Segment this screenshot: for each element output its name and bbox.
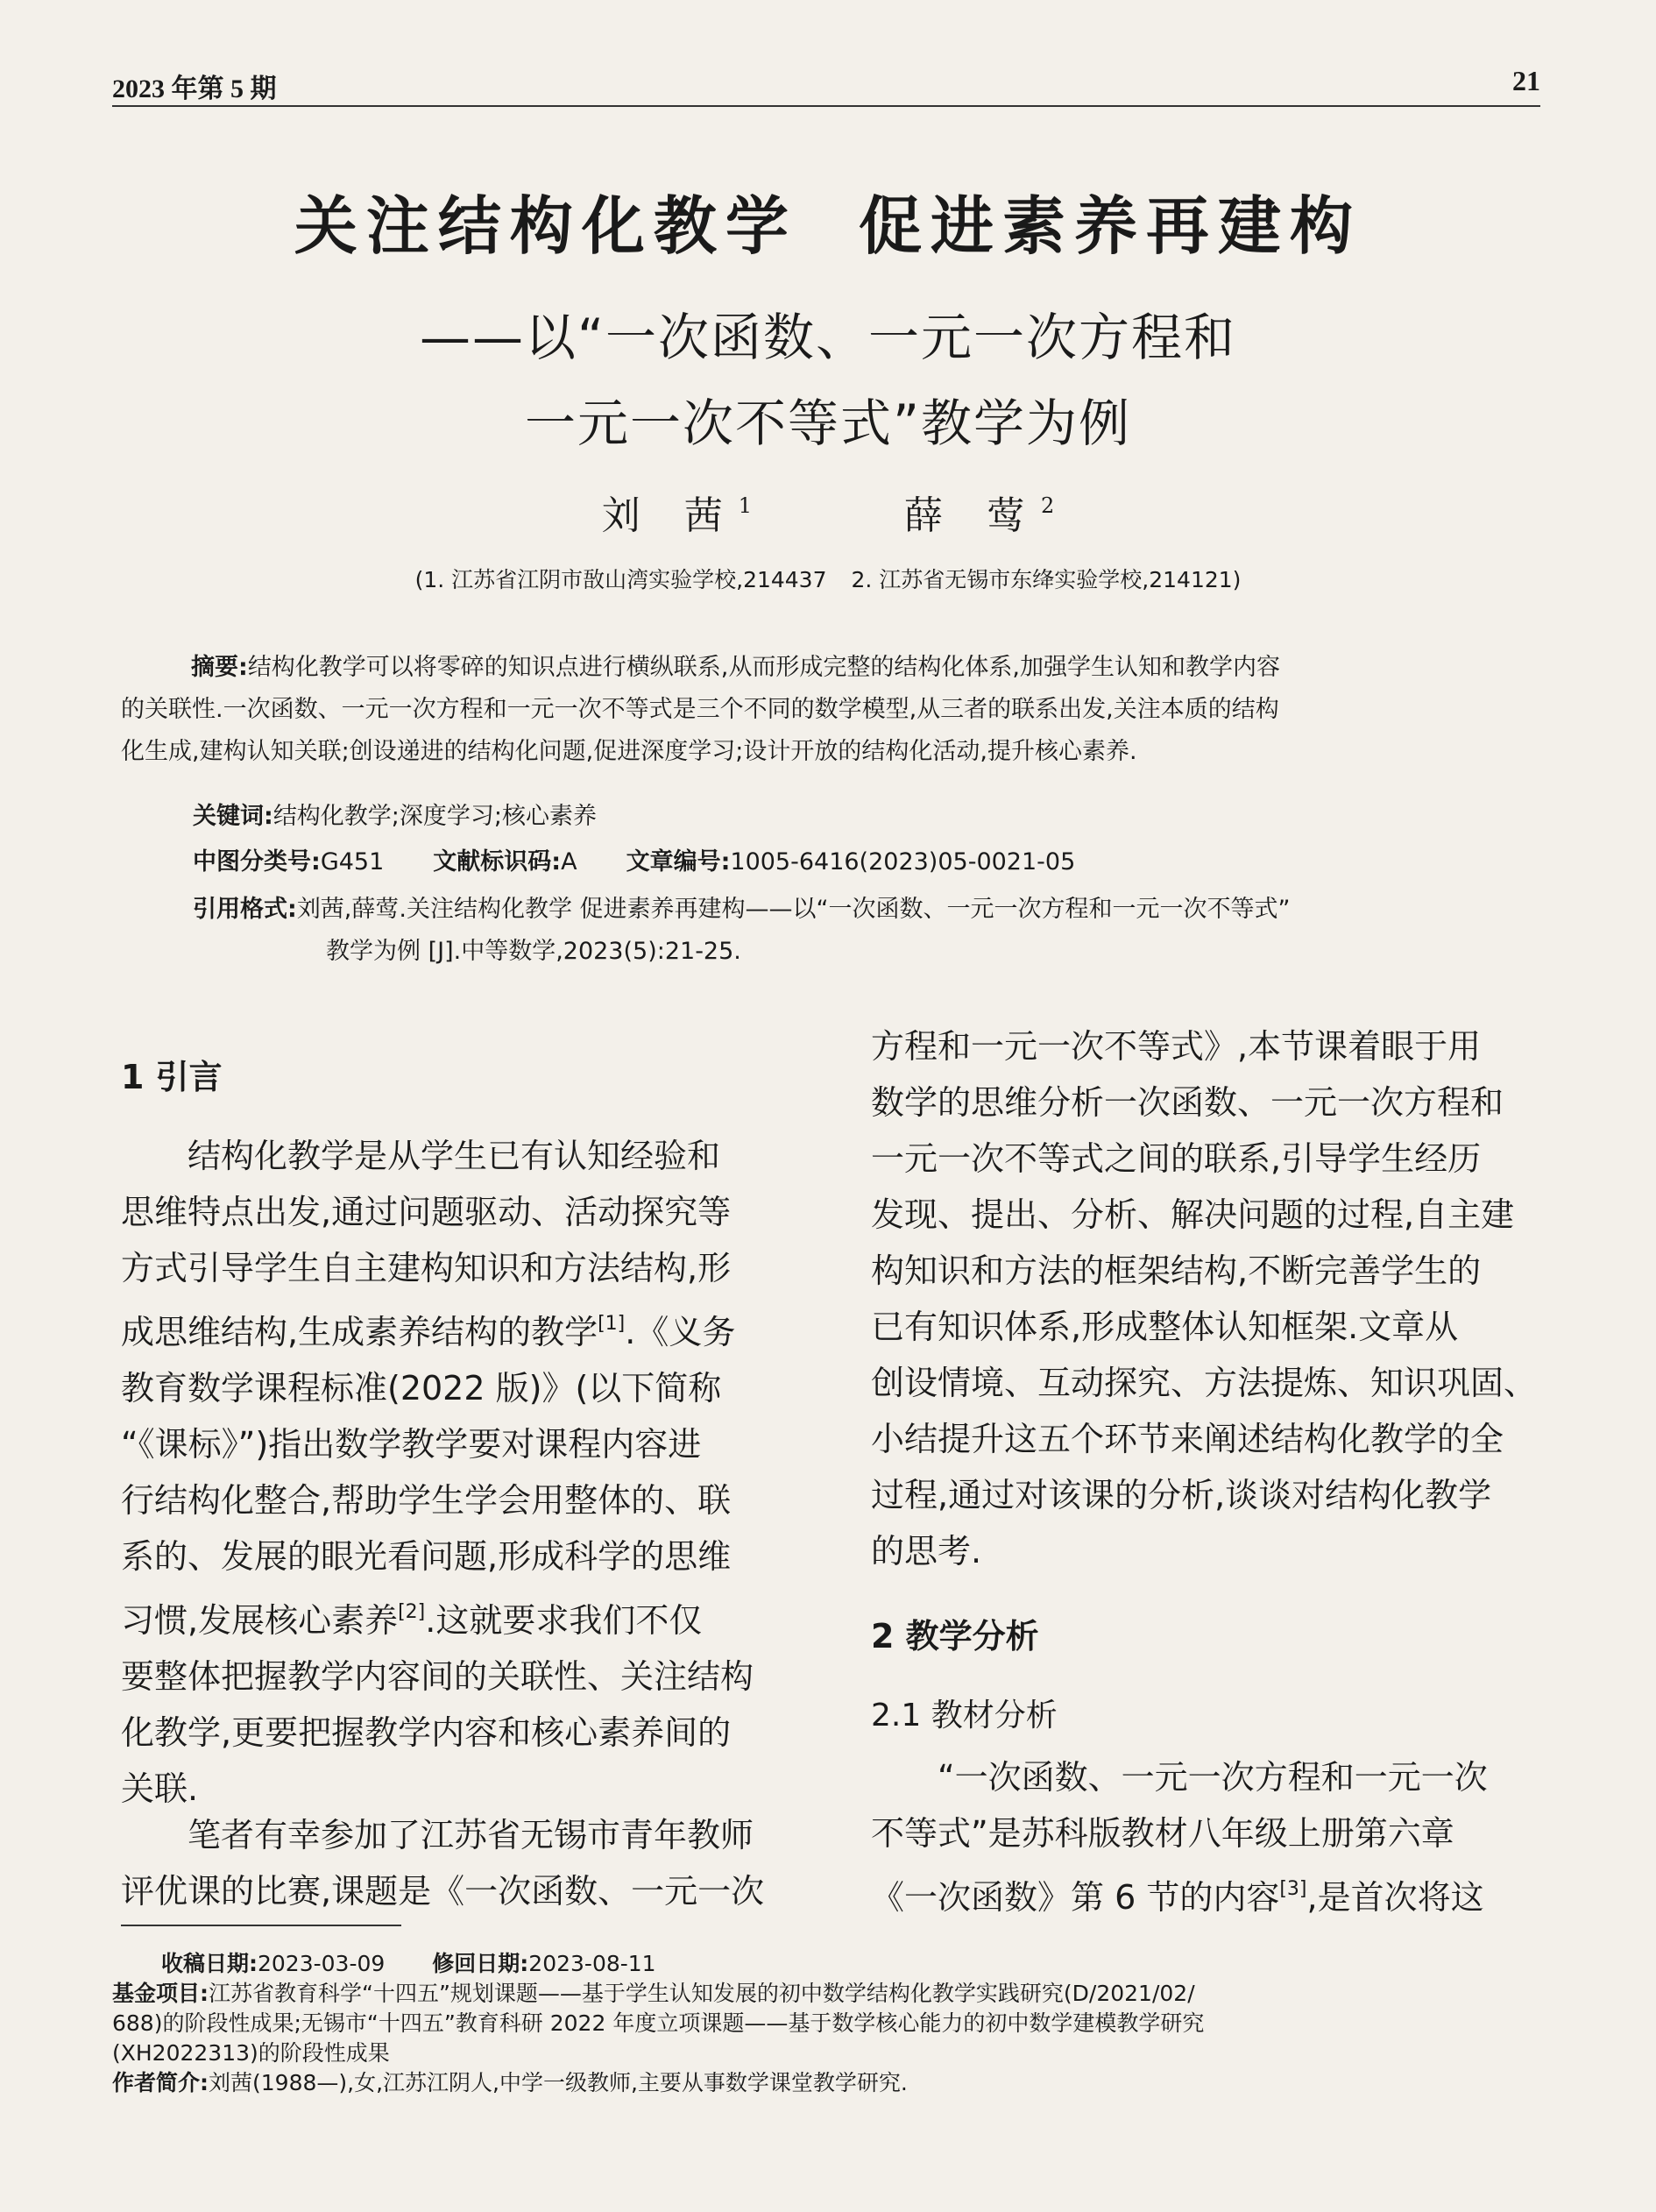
page-number: 21 [1512,65,1540,96]
abstract-text: 的关联性.一次函数、一元一次方程和一元一次不等式是三个不同的数学模型,从三者的联系出发,关注本质的结构 [121,696,1279,723]
text-line: 思维特点出发,通过问题驱动、活动探究等 [121,1193,732,1231]
text-line: 数学的思维分析一次函数、一元一次方程和 [871,1083,1504,1122]
text-line: 《一次函数》第 6 节的内容[3],是首次将这 [871,1878,1484,1917]
section-heading: 1 引言 [121,1058,223,1096]
text-line: 习惯,发展核心素养[2].这就要求我们不仅 [121,1601,703,1640]
affiliation: (1. 江苏省江阴市敔山湾实验学校,214437 [414,567,827,592]
author-name: 刘 茜 [601,493,739,538]
reference-mark[interactable]: [3] [1279,1878,1307,1900]
article-title: 关注结构化教学 促进素养再建构 [294,189,1362,263]
keywords-label: 关键词: [193,803,273,830]
funding-line: (XH2022313)的阶段性成果 [112,2040,390,2066]
subsection-heading: 2.1 教材分析 [871,1698,1058,1733]
article-subtitle-line2: 一元一次不等式”教学为例 [524,393,1132,453]
citation [193,889,1540,973]
citation-label: 引用格式: [193,896,297,923]
funding-line: 基金项目:江苏省教育科学“十四五”规划课题——基于学生认知发展的初中数学结构化教学实践研究(D/2021/02/ [112,1981,1195,2006]
clc-value: G451 [320,848,385,876]
classification-line [193,841,1540,883]
citation-text: 教学为例 [J].中等数学,2023(5):21-25. [326,938,741,965]
text-line: 关联. [121,1769,199,1808]
footnotes [112,1949,1540,2098]
article-number-value: 1005-6416(2023)05-0021-05 [730,848,1076,876]
doc-code-value: A [561,848,577,876]
text-line: 方式引导学生自主建构知识和方法结构,形 [121,1249,732,1287]
clc-label: 中图分类号: [193,848,321,876]
paragraph [871,1018,1546,1579]
text-line: 一元一次不等式之间的联系,引导学生经历 [871,1139,1482,1178]
text-line: 行结构化整合,帮助学生学会用整体的、联 [121,1481,732,1520]
funding-line: 688)的阶段性成果;无锡市“十四五”教育科研 2022 年度立项课题——基于数学核心能力的初中数学建模教学研究 [112,2010,1205,2036]
keywords-text: 结构化教学;深度学习;核心素养 [272,803,598,830]
text-line: 结构化教学是从学生已有认知经验和 [188,1137,721,1175]
text-line: 方程和一元一次不等式》,本节课着眼于用 [871,1027,1482,1066]
text-line: 创设情境、互动探究、方法提炼、知识巩固、 [871,1364,1538,1402]
received-date: 2023-03-09 [258,1951,386,1976]
header-rule [112,105,1540,107]
text-line: 不等式”是苏科版教材八年级上册第六章 [871,1814,1454,1853]
text-line: 发现、提出、分析、解决问题的过程,自主建 [871,1195,1515,1234]
text-line: 已有知识体系,形成整体认知框架.文章从 [871,1308,1459,1346]
text-line: 笔者有幸参加了江苏省无锡市青年教师 [188,1816,754,1854]
keywords [193,796,1540,838]
article-subtitle-line1: ——以“一次函数、一元一次方程和 [419,308,1237,367]
revised-date: 2023-08-11 [528,1951,656,1976]
section-heading: 2 教学分析 [871,1617,1039,1655]
author-bio: 作者简介:刘茜(1988—),女,江苏江阴人,中学一级教师,主要从事数学课堂教学研究. [112,2070,908,2095]
abstract-text: 结构化教学可以将零碎的知识点进行横纵联系,从而形成完整的结构化体系,加强学生认知和教学内容 [247,654,1280,681]
issue-label: 2023 年第 5 期 [112,74,277,103]
author-name: 薛 莺 [904,493,1041,538]
author-affil-mark: 2 [1041,493,1055,518]
affiliation: 2. 江苏省无锡市东绛实验学校,214121) [851,567,1242,592]
text-line: 化教学,更要把握教学内容和核心素养间的 [121,1713,732,1752]
abstract-text: 化生成,建构认知关联;创设递进的结构化问题,促进深度学习;设计开放的结构化活动,提升核心素养. [121,738,1137,765]
reference-mark[interactable]: [2] [398,1601,426,1623]
text-line: 系的、发展的眼光看问题,形成科学的思维 [121,1537,732,1576]
article-number-label: 文章编号: [626,848,731,876]
author-list [0,484,1656,540]
reference-mark[interactable]: [1] [598,1313,626,1335]
text-line: 构知识和方法的框架结构,不断完善学生的 [871,1251,1482,1290]
abstract-label: 摘要: [191,654,248,681]
text-line: 过程,通过对该课的分析,谈谈对结构化教学 [871,1476,1492,1514]
text-line: 评优课的比赛,课题是《一次函数、一元一次 [121,1872,765,1911]
text-line: 要整体把握教学内容间的关联性、关注结构 [121,1657,754,1696]
author-affil-mark: 1 [738,493,752,518]
footnote-rule [121,1925,401,1926]
doc-code-label: 文献标识码: [433,848,562,876]
text-line: “《课标》”)指出数学教学要对课程内容进 [121,1425,702,1464]
date-line: 收稿日期:2023-03-09 修回日期:2023-08-11 [161,1951,656,1976]
text-line: “一次函数、一元一次方程和一元一次 [938,1758,1488,1797]
paragraph [121,1128,804,1817]
text-line: 的思考. [871,1532,982,1570]
affiliations [0,563,1656,594]
text-line: 成思维结构,生成素养结构的教学[1].《义务 [121,1313,736,1351]
running-header [112,61,1540,103]
abstract [121,647,1540,773]
paragraph [871,1749,1546,1925]
text-line: 教育数学课程标准(2022 版)》(以下简称 [121,1369,722,1407]
citation-text: 刘茜,薛莺.关注结构化教学 促进素养再建构——以“一次函数、一元一次方程和一元一次不等式” [296,896,1291,923]
text-line: 小结提升这五个环节来阐述结构化教学的全 [871,1420,1504,1458]
paragraph [121,1807,804,1919]
